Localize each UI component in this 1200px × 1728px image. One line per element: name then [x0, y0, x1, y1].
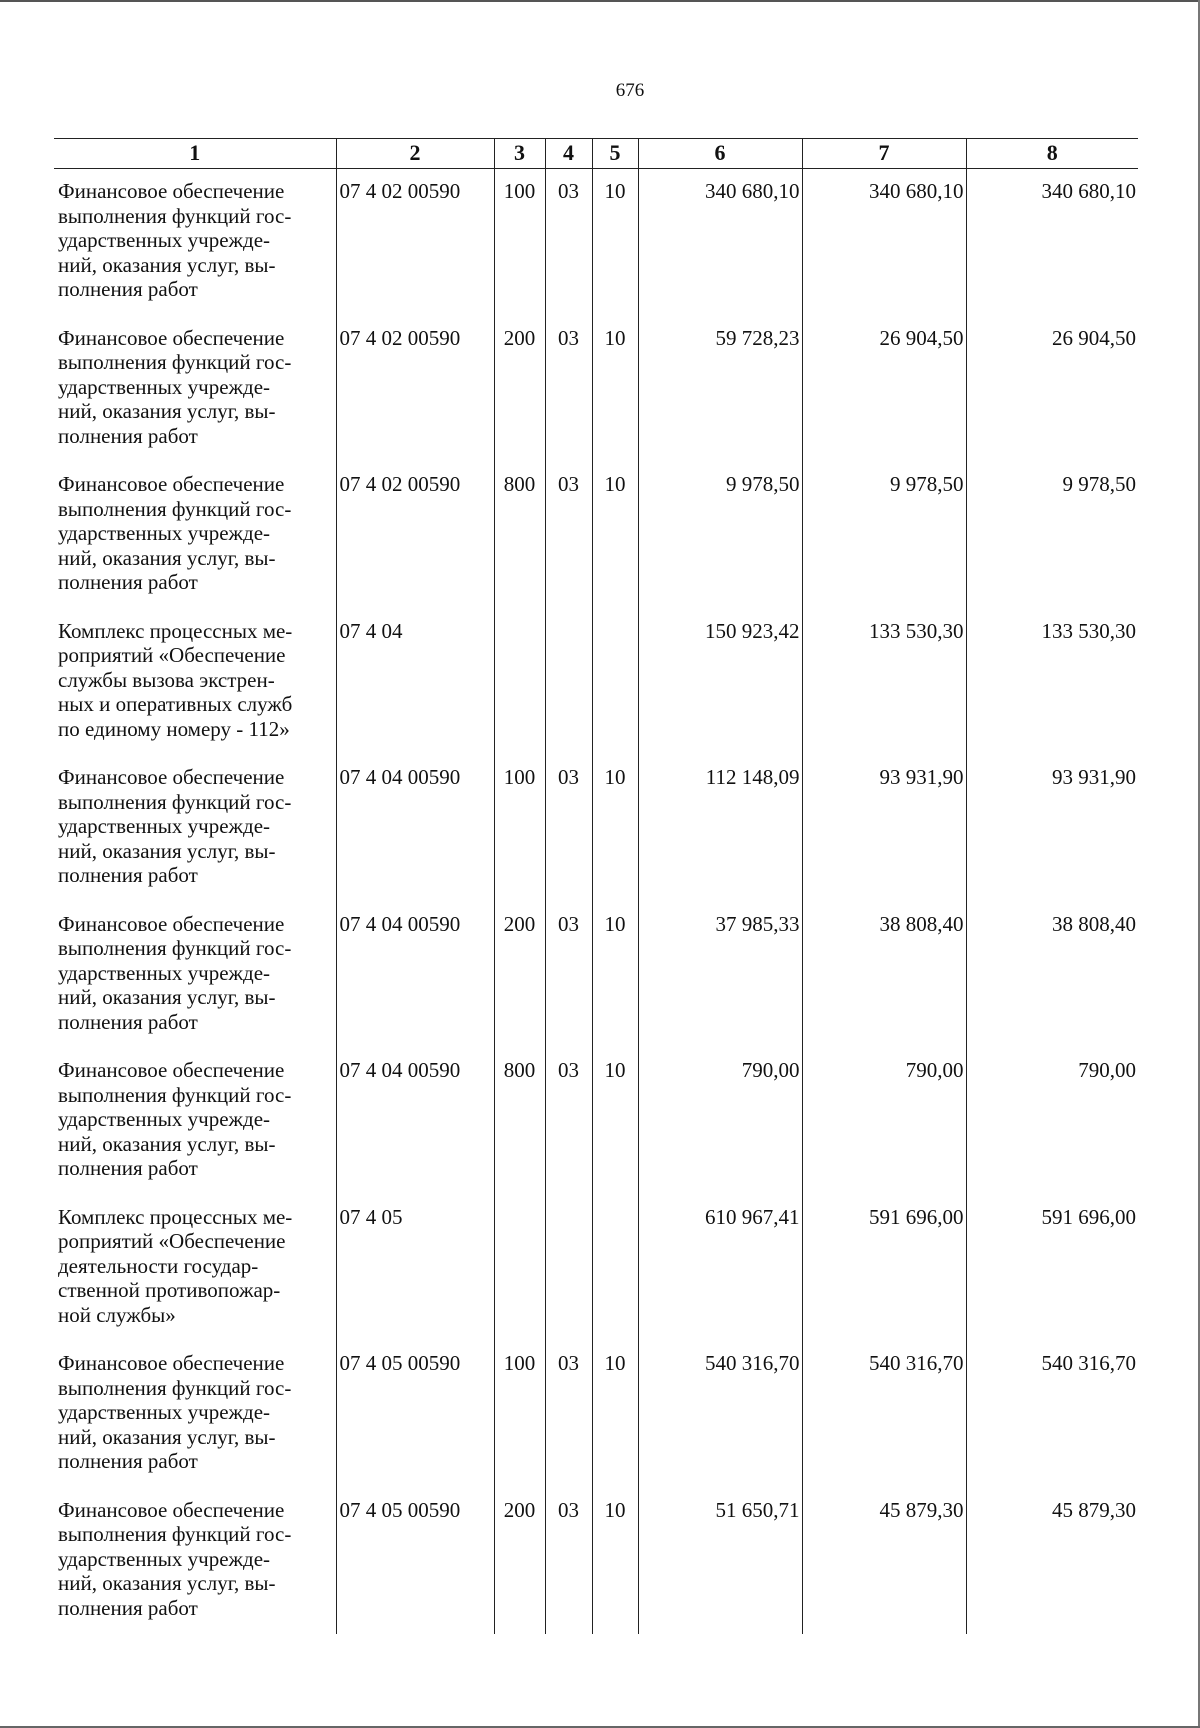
table-row [54, 609, 1138, 756]
row-description: Комплекс процессных ме- роприятий «Обеспечение службы вызова экстрен- ных и оперативных служб по единому номеру - 112» [58, 618, 293, 741]
row-col5: 10 [592, 1048, 638, 1195]
table-row [54, 1195, 1138, 1342]
row-col3 [494, 1195, 545, 1342]
column-header-2: 2 [336, 139, 494, 169]
column-header-1: 1 [54, 139, 336, 169]
row-col5: 10 [592, 755, 638, 902]
row-amount-8: 9 978,50 [966, 462, 1138, 609]
row-amount-8: 340 680,10 [966, 169, 1138, 316]
row-amount-7: 540 316,70 [802, 1341, 966, 1488]
row-col4: 03 [545, 1341, 592, 1488]
row-amount-7: 591 696,00 [802, 1195, 966, 1342]
column-header-4: 4 [545, 139, 592, 169]
row-amount-7: 38 808,40 [802, 902, 966, 1049]
row-amount-6: 9 978,50 [638, 462, 802, 609]
row-amount-6: 540 316,70 [638, 1341, 802, 1488]
row-description: Комплекс процессных ме- роприятий «Обеспечение деятельности государ- ственной противопожар- ной службы» [58, 1204, 293, 1327]
table-header [54, 139, 1138, 169]
row-col5: 10 [592, 316, 638, 463]
row-description: Финансовое обеспечение выполнения функций гос- ударственных учрежде- ний, оказания услуг, вы- полнения работ [58, 1497, 292, 1620]
row-col4: 03 [545, 316, 592, 463]
row-col3: 100 [494, 755, 545, 902]
row-code: 07 4 05 00590 [336, 1341, 494, 1488]
row-col3: 100 [494, 169, 545, 316]
row-amount-8: 591 696,00 [966, 1195, 1138, 1342]
row-amount-7: 133 530,30 [802, 609, 966, 756]
row-amount-7: 26 904,50 [802, 316, 966, 463]
table-row [54, 1048, 1138, 1195]
row-col4: 03 [545, 1488, 592, 1635]
row-amount-8: 93 931,90 [966, 755, 1138, 902]
row-amount-7: 45 879,30 [802, 1488, 966, 1635]
budget-table [54, 138, 1138, 1634]
column-header-6: 6 [638, 139, 802, 169]
column-header-8: 8 [966, 139, 1138, 169]
row-col5: 10 [592, 1341, 638, 1488]
table-row [54, 902, 1138, 1049]
row-col3: 200 [494, 1488, 545, 1635]
table-row [54, 462, 1138, 609]
row-amount-6: 150 923,42 [638, 609, 802, 756]
column-header-5: 5 [592, 139, 638, 169]
row-col4 [545, 609, 592, 756]
row-code: 07 4 02 00590 [336, 169, 494, 316]
row-description: Финансовое обеспечение выполнения функций гос- ударственных учрежде- ний, оказания услуг, вы- полнения работ [58, 1058, 292, 1180]
row-amount-6: 112 148,09 [638, 755, 802, 902]
row-col3: 200 [494, 902, 545, 1049]
table-row [54, 1341, 1138, 1488]
row-description: Финансовое обеспечение выполнения функций гос- ударственных учрежде- ний, оказания услуг, вы- полнения работ [58, 765, 292, 887]
row-col4: 03 [545, 902, 592, 1049]
column-header-7: 7 [802, 139, 966, 169]
row-col3: 800 [494, 1048, 545, 1195]
row-amount-7: 9 978,50 [802, 462, 966, 609]
row-col5 [592, 609, 638, 756]
row-amount-8: 133 530,30 [966, 609, 1138, 756]
row-amount-8: 26 904,50 [966, 316, 1138, 463]
row-col4 [545, 1195, 592, 1342]
row-amount-7: 790,00 [802, 1048, 966, 1195]
page-top-border [0, 0, 1200, 2]
column-header-3: 3 [494, 139, 545, 169]
row-description: Финансовое обеспечение выполнения функций гос- ударственных учрежде- ний, оказания услуг, вы- полнения работ [58, 1351, 292, 1473]
table-row [54, 169, 1138, 316]
row-description: Финансовое обеспечение выполнения функций гос- ударственных учрежде- ний, оказания услуг, вы- полнения работ [58, 472, 292, 594]
table-row [54, 755, 1138, 902]
row-code: 07 4 04 00590 [336, 1048, 494, 1195]
row-col5 [592, 1195, 638, 1342]
row-description: Финансовое обеспечение выполнения функций гос- ударственных учрежде- ний, оказания услуг, вы- полнения работ [58, 911, 292, 1034]
row-col5: 10 [592, 462, 638, 609]
row-amount-8: 540 316,70 [966, 1341, 1138, 1488]
row-col5: 10 [592, 169, 638, 316]
row-amount-8: 790,00 [966, 1048, 1138, 1195]
row-amount-6: 59 728,23 [638, 316, 802, 463]
row-col4: 03 [545, 462, 592, 609]
row-code: 07 4 02 00590 [336, 316, 494, 463]
row-amount-6: 610 967,41 [638, 1195, 802, 1342]
row-code: 07 4 04 00590 [336, 902, 494, 1049]
row-amount-6: 51 650,71 [638, 1488, 802, 1635]
row-amount-6: 37 985,33 [638, 902, 802, 1049]
row-code: 07 4 05 [336, 1195, 494, 1342]
table-row [54, 1488, 1138, 1635]
row-col3: 200 [494, 316, 545, 463]
table-row [54, 316, 1138, 463]
row-col4: 03 [545, 169, 592, 316]
row-amount-7: 340 680,10 [802, 169, 966, 316]
row-col4: 03 [545, 755, 592, 902]
row-amount-7: 93 931,90 [802, 755, 966, 902]
row-col5: 10 [592, 902, 638, 1049]
row-col3: 800 [494, 462, 545, 609]
row-amount-8: 45 879,30 [966, 1488, 1138, 1635]
row-amount-6: 340 680,10 [638, 169, 802, 316]
row-code: 07 4 02 00590 [336, 462, 494, 609]
row-description: Финансовое обеспечение выполнения функций гос- ударственных учрежде- ний, оказания услуг, вы- полнения работ [58, 179, 292, 301]
row-description: Финансовое обеспечение выполнения функций гос- ударственных учрежде- ний, оказания услуг, вы- полнения работ [58, 325, 292, 448]
row-col3 [494, 609, 545, 756]
row-col4: 03 [545, 1048, 592, 1195]
table-body [54, 169, 1138, 1635]
row-col5: 10 [592, 1488, 638, 1635]
row-amount-8: 38 808,40 [966, 902, 1138, 1049]
header-row [54, 139, 1138, 169]
page-number: 676 [615, 80, 645, 101]
row-col3: 100 [494, 1341, 545, 1488]
row-code: 07 4 04 [336, 609, 494, 756]
row-code: 07 4 04 00590 [336, 755, 494, 902]
row-code: 07 4 05 00590 [336, 1488, 494, 1635]
row-amount-6: 790,00 [638, 1048, 802, 1195]
